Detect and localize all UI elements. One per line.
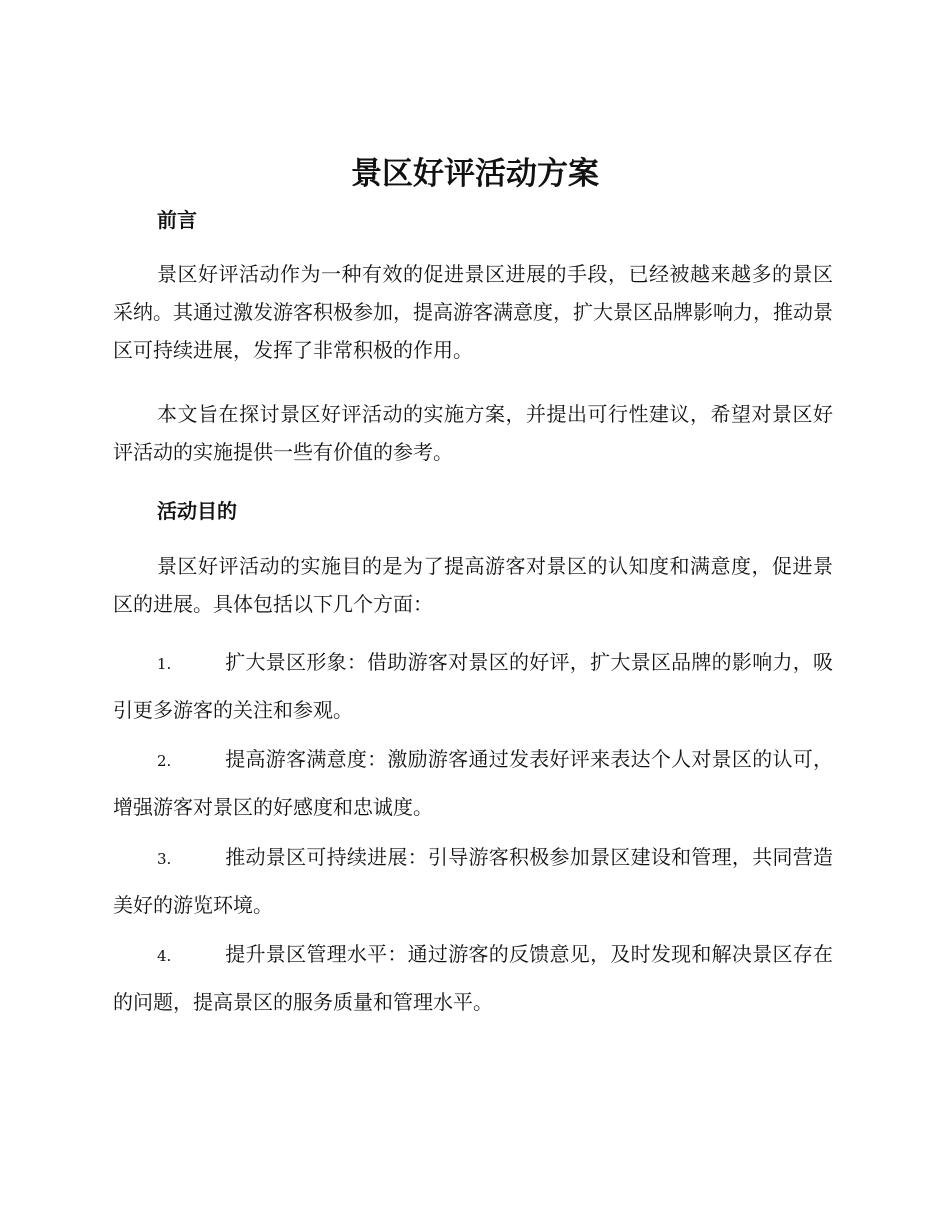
list-item (113, 834, 833, 928)
paragraph-preface-1: 景区好评活动作为一种有效的促进景区进展的手段，已经被越来越多的景区采纳。其通过激发游客积极参加，提高游客满意度，扩大景区品牌影响力，推动景区可持续进展，发挥了非常积极的作用。 (113, 262, 833, 362)
list-item (113, 639, 833, 733)
list-item-number: 3. (157, 850, 172, 868)
list-item-text: 提升景区管理水平：通过游客的反馈意见，及时发现和解决景区存在的问题，提高景区的服务质量和管理水平。 (113, 942, 833, 1014)
list-item (113, 931, 833, 1025)
list-item-text: 提高游客满意度：激励游客通过发表好评来表达个人对景区的认可，增强游客对景区的好感度和忠诚度。 (113, 747, 833, 819)
list-item-text: 推动景区可持续进展：引导游客积极参加景区建设和管理，共同营造美好的游览环境。 (113, 845, 833, 917)
list-item-number: 2. (157, 752, 172, 770)
section-heading-preface: 前言 (157, 208, 197, 232)
section-heading-purpose: 活动目的 (157, 499, 237, 523)
paragraph-purpose-intro: 景区好评活动的实施目的是为了提高游客对景区的认知度和满意度，促进景区的进展。具体包括以下几个方面： (113, 554, 833, 616)
list-item-number: 4. (157, 947, 172, 965)
list-item-number: 1. (157, 655, 172, 673)
document-title: 景区好评活动方案 (351, 156, 599, 192)
list-item (113, 736, 833, 830)
list-item-text: 扩大景区形象：借助游客对景区的好评，扩大景区品牌的影响力，吸引更多游客的关注和参观。 (113, 650, 833, 722)
paragraph-preface-2: 本文旨在探讨景区好评活动的实施方案，并提出可行性建议，希望对景区好评活动的实施提供一些有价值的参考。 (113, 402, 833, 464)
